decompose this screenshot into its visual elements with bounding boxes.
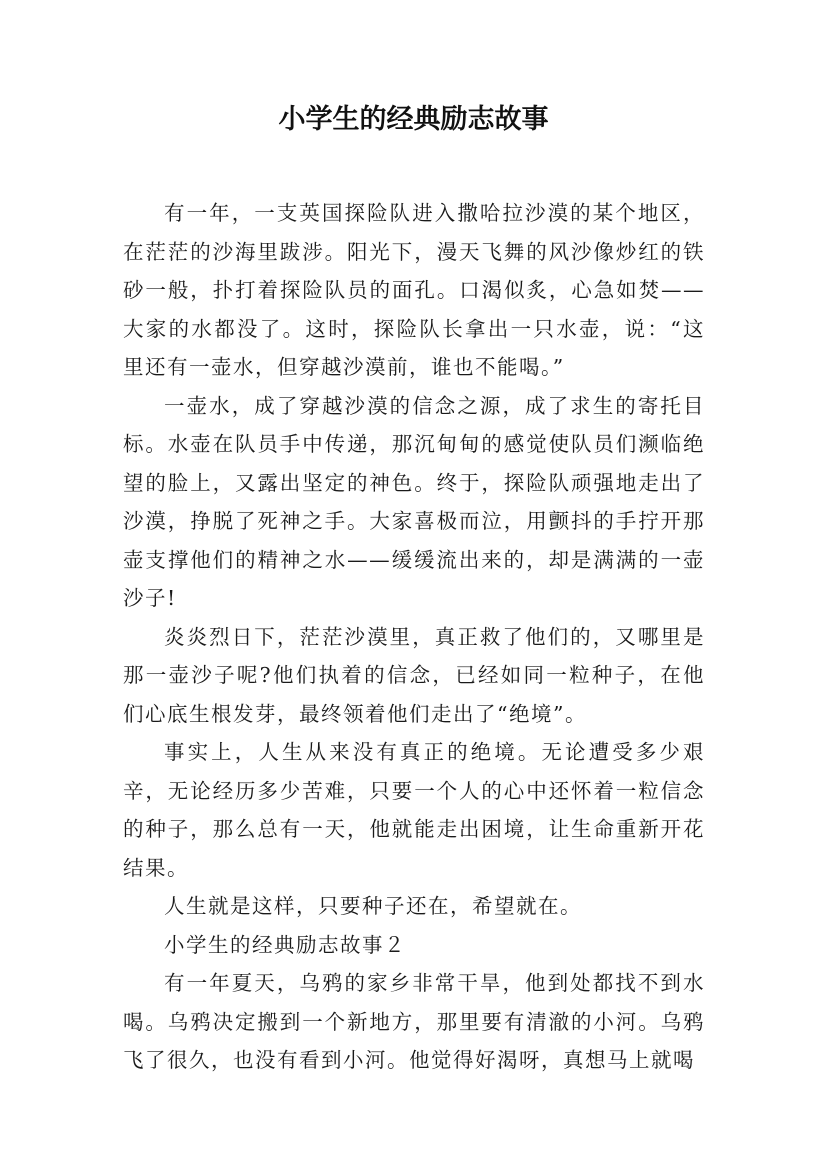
paragraph-3: 炎炎烈日下，茫茫沙漠里，真正救了他们的，又哪里是那一壶沙子呢?他们执着的信念，已经如同一粒种子，在他们心底生根发芽，最终领着他们走出了“绝境”。 — [123, 624, 705, 726]
story-2-heading: 小学生的经典励志故事２ — [164, 932, 406, 957]
paragraph-7: 有一年夏天，乌鸦的家乡非常干旱，他到处都找不到水喝。乌鸦决定搬到一个新地方，那里要有清澈的小河。乌鸦飞了很久，也没有看到小河。他觉得好渴呀，真想马上就喝 — [123, 971, 705, 1072]
document-title: 小学生的经典励志故事 — [278, 104, 549, 135]
paragraph-4: 事实上，人生从来没有真正的绝境。无论遭受多少艰辛，无论经历多少苦难，只要一个人的心中还怀着一粒信念的种子，那么总有一天，他就能走出困境，让生命重新开花结果。 — [123, 740, 705, 880]
paragraph-5: 人生就是这样，只要种子还在，希望就在。 — [164, 894, 582, 918]
paragraph-1: 有一年，一支英国探险队进入撒哈拉沙漠的某个地区，在茫茫的沙海里跋涉。阳光下，漫天飞舞的风沙像炒红的铁砂一般，扑打着探险队员的面孔。口渴似炙，心急如焚——大家的水都没了。这时，探险队长拿出一只水壶，说：“这里还有一壶水，但穿越沙漠前，谁也不能喝。” — [123, 201, 705, 379]
document-body — [123, 194, 705, 1080]
paragraph-2: 一壶水，成了穿越沙漠的信念之源，成了求生的寄托目标。水壶在队员手中传递，那沉甸甸的感觉使队员们濒临绝望的脸上，又露出坚定的神色。终于，探险队顽强地走出了沙漠，挣脱了死神之手。大家喜极而泣，用颤抖的手拧开那壶支撑他们的精神之水——缓缓流出来的，却是满满的一壶沙子! — [123, 393, 705, 610]
